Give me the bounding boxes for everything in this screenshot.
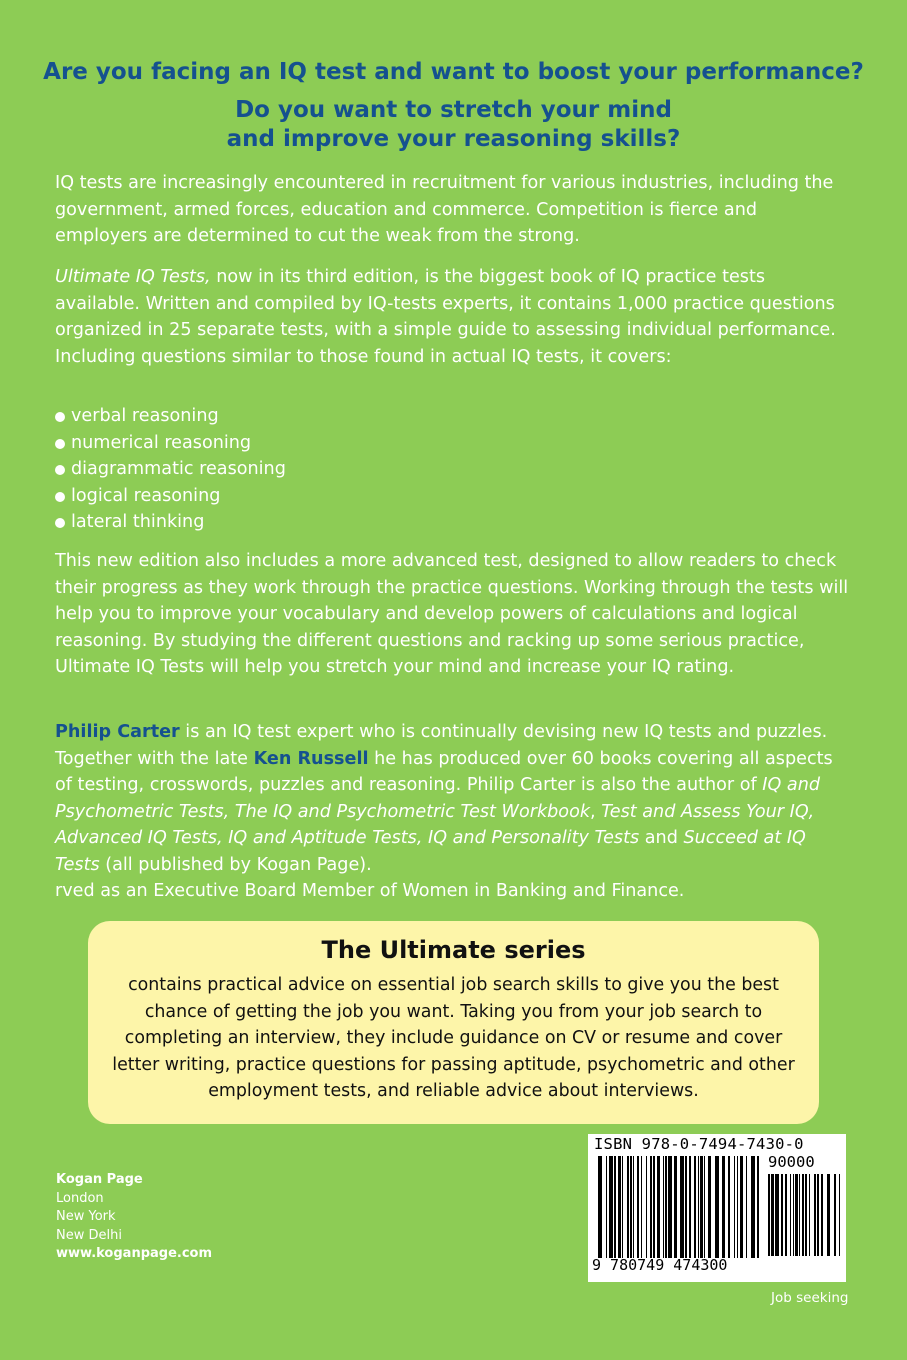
series-title: The Ultimate series: [321, 936, 586, 964]
barcode-addon-bars-icon: [768, 1174, 840, 1256]
topics-list: [55, 403, 855, 536]
series-description: contains practical advice on essential job search skills to give you the best chance of getting the job you want. Taking you from your job search to completing an interview, they include guidance on CV or resume and cover letter writing, practice questions for passing aptitude, psychometric and other employment tests, and reliable advice about interviews.: [112, 975, 795, 1101]
coauthor-name: Ken Russell: [253, 748, 369, 769]
edition-paragraph: This new edition also includes a more advanced test, designed to allow readers to check their progress as they work through the practice questions. Working through the tests will help you to improve your vocabulary and develop powers of calculations and logical reasoning. By studying the different questions and racking up some serious practice, Ultimate IQ Tests will help you stretch your mind and increase your IQ rating.: [55, 551, 849, 677]
description-text: now in its third edition, is the biggest book of IQ practice tests available. Written and compiled by IQ-tests experts, it contains 1,000 practice questions organized in 25 separate tests, with a simple guide to assessing individual performance. Including questions similar to those found in actual IQ tests, it covers:: [55, 267, 836, 367]
book-separator-1: ,: [590, 801, 602, 822]
list-item: verbal reasoning: [55, 403, 855, 430]
book-list-2: Test and Assess Your IQ, Advanced IQ Tests, IQ and Aptitude Tests, IQ and Personality Tests: [55, 801, 815, 848]
list-item: diagrammatic reasoning: [55, 456, 855, 483]
barcode-bars-icon: [598, 1156, 760, 1258]
price-code: 90000: [768, 1153, 815, 1171]
book-separator-2: and: [639, 828, 684, 848]
author-name: Philip Carter: [55, 722, 180, 742]
publisher-city: New Delhi: [56, 1227, 122, 1243]
publisher-url: www.koganpage.com: [56, 1246, 213, 1261]
intro-paragraph: IQ tests are increasingly encountered in recruitment for various industries, including the government, armed forces, education and commerce. Competition is fierce and employers are determined to cut the weak from the strong.: [55, 173, 834, 246]
category-label: Job seeking: [771, 1290, 849, 1306]
publisher-block: [56, 1171, 212, 1264]
headline-question-1: Are you facing an IQ test and want to boost your performance?: [43, 59, 864, 85]
barcode: [588, 1134, 846, 1282]
headline-question-2: [0, 96, 907, 154]
author-bio: [55, 719, 855, 905]
description-paragraph: [55, 264, 855, 370]
headline-question-2-line-1: Do you want to stretch your mind: [235, 97, 672, 123]
isbn-number: ISBN 978-0-7494-7430-0: [594, 1135, 804, 1153]
author-bio-extra-line: rved as an Executive Board Member of Women in Banking and Finance.: [55, 881, 685, 901]
book-list-3: Succeed at IQ Tests: [55, 828, 806, 875]
author-bio-text-3: (all published by Kogan Page).: [99, 854, 372, 875]
publisher-city: New York: [56, 1209, 116, 1224]
book-list-1: IQ and Psychometric Tests, The IQ and Psychometric Test Workbook: [55, 775, 821, 822]
book-title-italic: Ultimate IQ Tests,: [55, 267, 211, 287]
series-box: [88, 921, 819, 1124]
headline-question-2-line-2: and improve your reasoning skills?: [226, 126, 681, 152]
publisher-name: Kogan Page: [56, 1172, 143, 1187]
author-bio-text-2: he has produced over 60 books covering all aspects of testing, crosswords, puzzles and reasoning. Philip Carter is also the author of: [55, 748, 833, 795]
list-item: logical reasoning: [55, 483, 855, 510]
author-bio-text-1: is an IQ test expert who is continually devising new IQ tests and puzzles. Together with the late: [55, 722, 828, 769]
list-item: numerical reasoning: [55, 430, 855, 457]
publisher-city: London: [56, 1190, 104, 1206]
list-item: lateral thinking: [55, 509, 855, 536]
ean-number: 9 780749 474300: [592, 1256, 728, 1274]
